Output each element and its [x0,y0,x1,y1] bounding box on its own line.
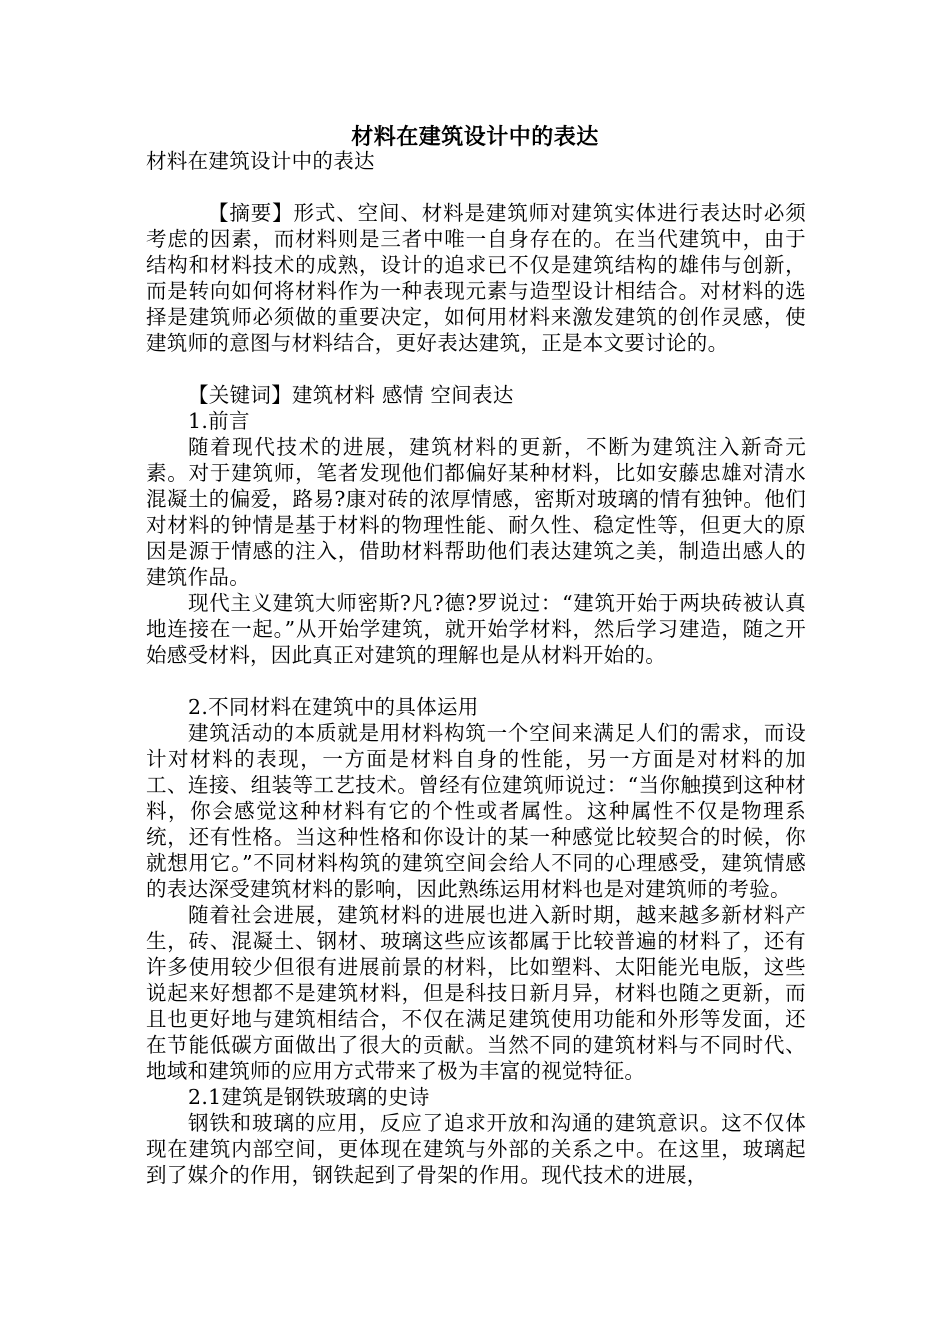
paragraph: 钢铁和玻璃的应用，反应了追求开放和沟通的建筑意识。这不仅体现在建筑内部空间，更体现在建筑与外部的关系之中。在这里，玻璃起到了媒介的作用，钢铁起到了骨架的作用。现代技术的进展， [146,1111,806,1187]
blank-line [146,174,806,200]
keywords-line: 【关键词】建筑材料 感情 空间表达 [188,383,514,407]
blank-line [146,668,806,694]
document-subtitle: 材料在建筑设计中的表达 [146,149,375,173]
blank-line [146,356,806,382]
abstract-paragraph: 【摘要】形式、空间、材料是建筑师对建筑实体进行表达时必须考虑的因素，而材料则是三者中唯一自身存在的。在当代建筑中，由于结构和材料技术的成熟，设计的追求已不仅是建筑结构的雄伟与创新，而是转向如何将材料作为一种表现元素与造型设计相结合。对材料的选择是建筑师必须做的重要决定，如何用材料来激发建筑的创作灵感，使建筑师的意图与材料结合，更好表达建筑，正是本文要讨论的。 [146,201,806,355]
section-heading-2: 2.不同材料在建筑中的具体运用 [188,695,479,719]
section-heading-2-1: 2.1建筑是钢铁玻璃的史诗 [188,1085,430,1109]
paragraph: 随着现代技术的进展，建筑材料的更新，不断为建筑注入新奇元素。对于建筑师，笔者发现他们都偏好某种材料，比如安藤忠雄对清水混凝土的偏爱，路易?康对砖的浓厚情感，密斯对玻璃的情有独钟。他们对材料的钟情是基于材料的物理性能、耐久性、稳定性等，但更大的原因是源于情感的注入，借助材料帮助他们表达建筑之美，制造出感人的建筑作品。 [146,435,806,589]
paragraph: 现代主义建筑大师密斯?凡?德?罗说过：“建筑开始于两块砖被认真地连接在一起。”从开始学建筑，就开始学材料，然后学习建造，随之开始感受材料，因此真正对建筑的理解也是从材料开始的。 [146,591,806,667]
document-title: 材料在建筑设计中的表达 [351,124,599,150]
document-body [146,148,806,1188]
paragraph: 随着社会进展，建筑材料的进展也进入新时期，越来越多新材料产生，砖、混凝土、钢材、玻璃这些应该都属于比较普遍的材料了，还有许多使用较少但很有进展前景的材料，比如塑料、太阳能光电版，这些说起来好想都不是建筑材料，但是科技日新月异，材料也随之更新，而且也更好地与建筑相结合，不仅在满足建筑使用功能和外形等发面，还在节能低碳方面做出了很大的贡献。当然不同的建筑材料与不同时代、地域和建筑师的应用方式带来了极为丰富的视觉特征。 [146,903,806,1083]
paragraph: 建筑活动的本质就是用材料构筑一个空间来满足人们的需求，而设计对材料的表现，一方面是材料自身的性能，另一方面是对材料的加工、连接、组装等工艺技术。曾经有位建筑师说过：“当你触摸到这种材料，你会感觉这种材料有它的个性或者属性。这种属性不仅是物理系统，还有性格。当这种性格和你设计的某一种感觉比较契合的时候，你就想用它。”不同材料构筑的建筑空间会给人不同的心理感受，建筑情感的表达深受建筑材料的影响，因此熟练运用材料也是对建筑师的考验。 [146,721,806,901]
section-heading-1: 1.前言 [188,409,250,433]
